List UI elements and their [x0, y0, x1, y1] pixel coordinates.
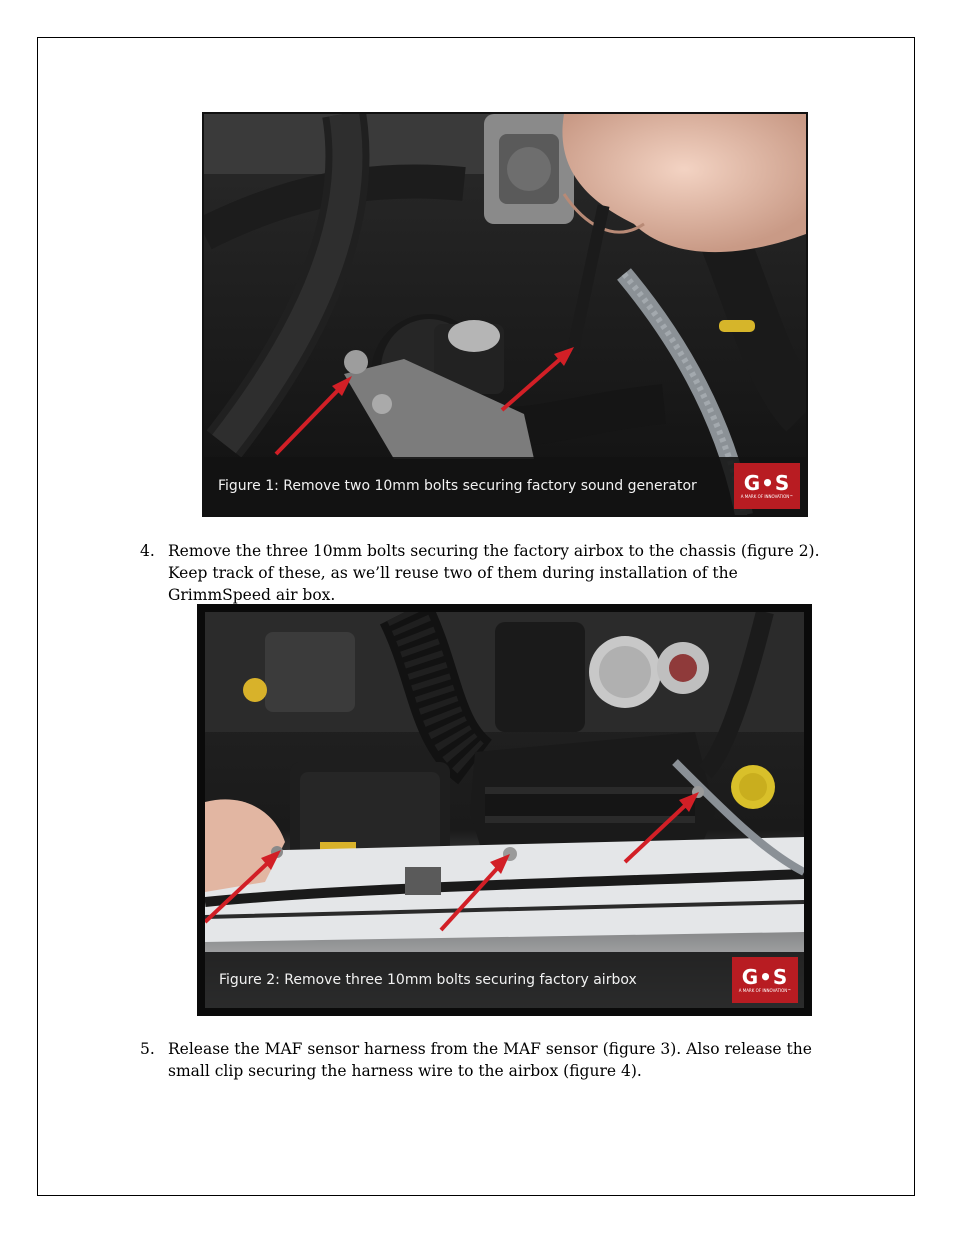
logo-mark: G•S: [741, 965, 789, 989]
step-text: Remove the three 10mm bolts securing the factory airbox to the chassis (figure 2). Keep track of these, as we’ll reuse two of them during installation of the GrimmSpeed air box.: [168, 542, 820, 604]
grimmspeed-logo: [732, 957, 798, 1003]
logo-mark: G•S: [743, 471, 791, 495]
step-number: 4.: [140, 542, 155, 560]
engine-bay-photo-2: [205, 612, 804, 1008]
figure-1-photo: [202, 112, 808, 517]
figure-2-caption-bar: [205, 952, 804, 1008]
figure-2-photo: [197, 604, 812, 1016]
step-text: Release the MAF sensor harness from the MAF sensor (figure 3). Also release the small clip securing the harness wire to the airbox (figure 4).: [168, 1040, 812, 1080]
grimmspeed-logo: [734, 463, 800, 509]
logo-tagline: A MARK OF INNOVATION™: [740, 494, 794, 499]
logo-tagline: A MARK OF INNOVATION™: [738, 988, 792, 993]
figure-1-caption-bar: [204, 457, 806, 515]
figure-1-caption: Figure 1: Remove two 10mm bolts securing factory sound generator: [218, 478, 697, 494]
figure-2-caption: Figure 2: Remove three 10mm bolts securing factory airbox: [219, 972, 637, 988]
step-number: 5.: [140, 1040, 155, 1058]
engine-bay-photo-1: [204, 114, 806, 515]
